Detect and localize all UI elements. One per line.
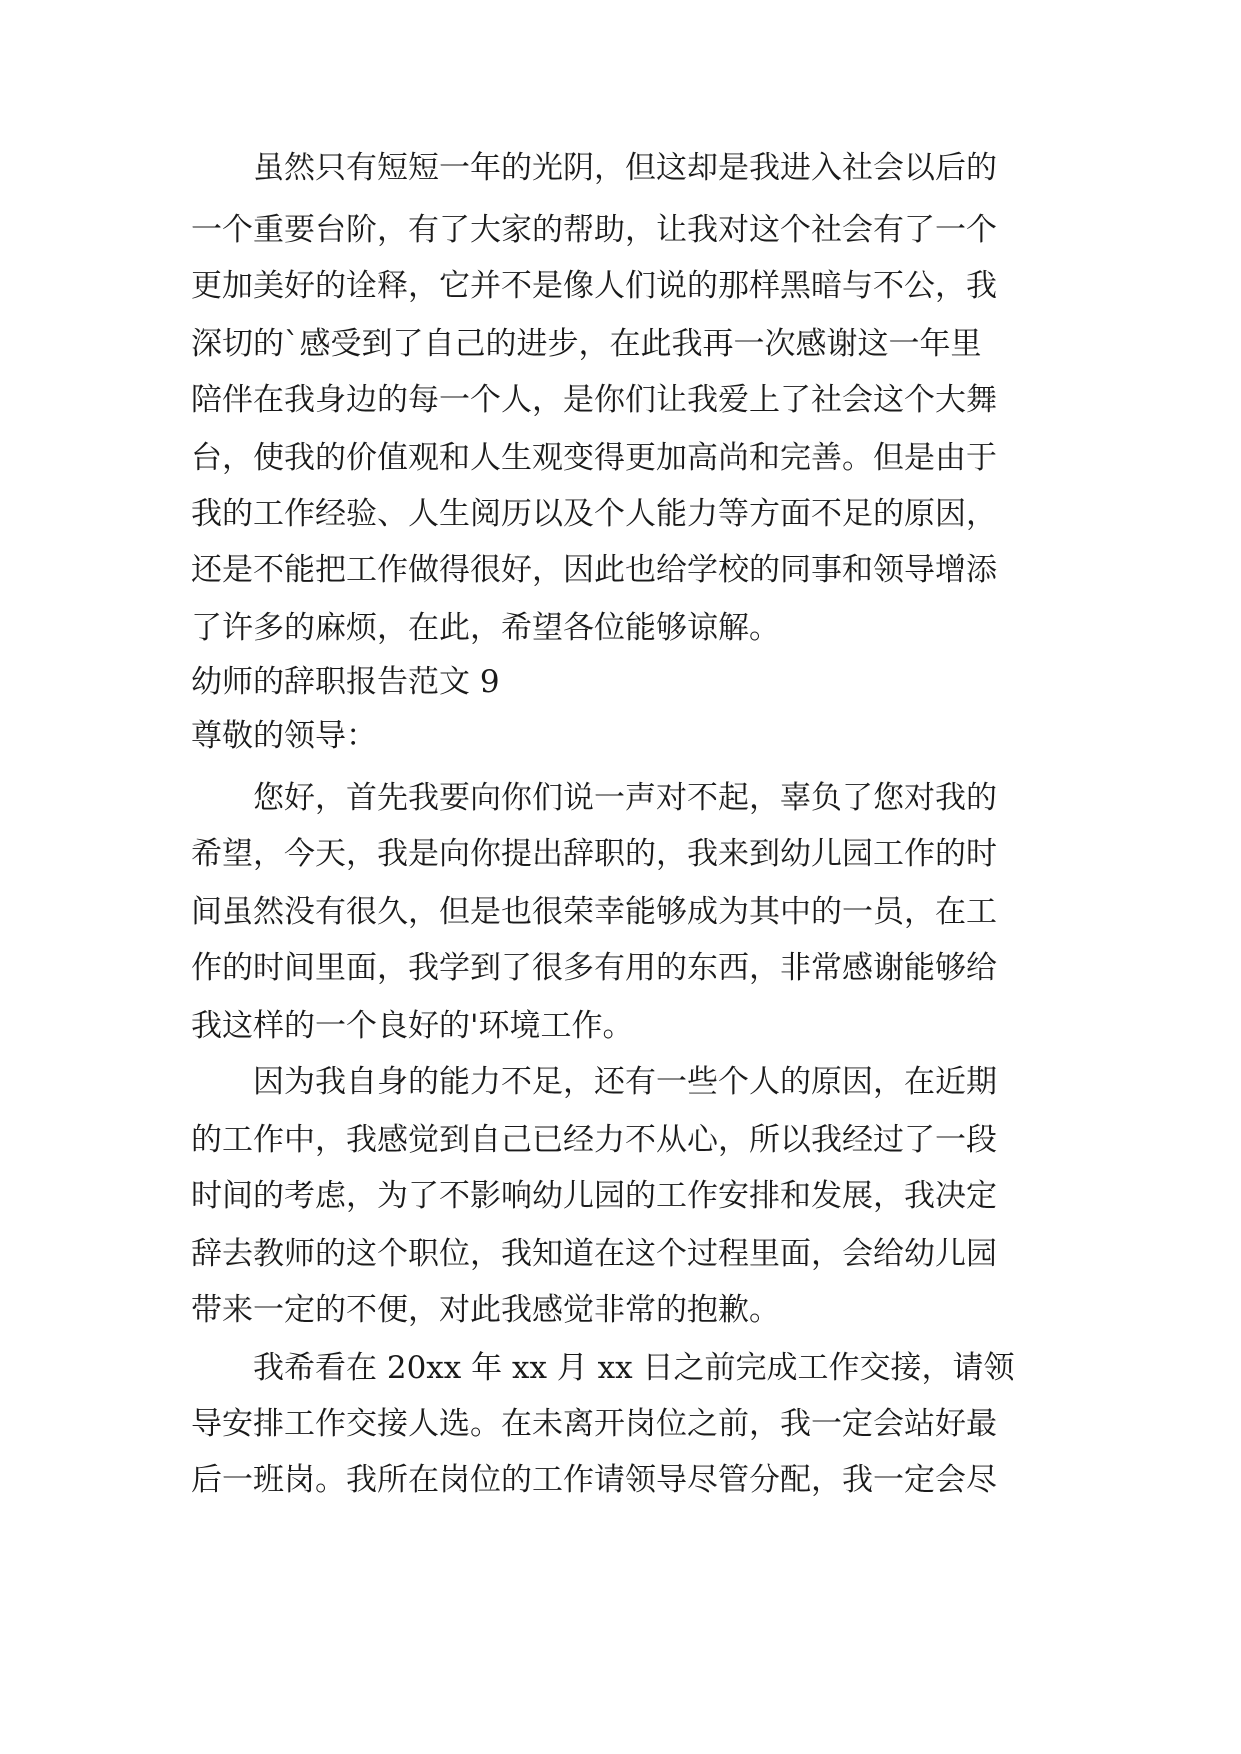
paragraph-line: 后一班岗。我所在岗位的工作请领导尽管分配，我一定会尽 (191, 1462, 997, 1498)
paragraph-line: 带来一定的不便，对此我感觉非常的抱歉。 (191, 1292, 780, 1328)
paragraph-line: 我希看在 20xx 年 xx 月 xx 日之前完成工作交接，请领 (253, 1350, 1015, 1386)
section-heading: 幼师的辞职报告范文 9 (191, 664, 500, 700)
paragraph-line: 一个重要台阶，有了大家的帮助，让我对这个社会有了一个 (191, 212, 997, 248)
paragraph-line: 台，使我的价值观和人生观变得更加高尚和完善。但是由于 (191, 440, 997, 476)
paragraph-line: 我的工作经验、人生阅历以及个人能力等方面不足的原因， (191, 496, 997, 532)
paragraph-line: 深切的`感受到了自己的进步，在此我再一次感谢这一年里 (191, 326, 982, 362)
paragraph-line: 陪伴在我身边的每一个人，是你们让我爱上了社会这个大舞 (191, 382, 997, 418)
paragraph-line: 更加美好的诠释，它并不是像人们说的那样黑暗与不公，我 (191, 268, 997, 304)
paragraph-line: 了许多的麻烦，在此，希望各位能够谅解。 (191, 610, 780, 646)
paragraph-line: 间虽然没有很久，但是也很荣幸能够成为其中的一员，在工 (191, 894, 997, 930)
paragraph-line: 还是不能把工作做得很好，因此也给学校的同事和领导增添 (191, 552, 997, 588)
paragraph-line: 辞去教师的这个职位，我知道在这个过程里面，会给幼儿园 (191, 1236, 997, 1272)
paragraph-line: 您好，首先我要向你们说一声对不起，辜负了您对我的 (253, 780, 997, 816)
paragraph-line: 时间的考虑，为了不影响幼儿园的工作安排和发展，我决定 (191, 1178, 997, 1214)
paragraph-line: 作的时间里面，我学到了很多有用的东西，非常感谢能够给 (191, 950, 997, 986)
salutation: 尊敬的领导： (191, 718, 377, 754)
paragraph-line: 导安排工作交接人选。在未离开岗位之前，我一定会站好最 (191, 1406, 997, 1442)
paragraph-line: 希望，今天，我是向你提出辞职的，我来到幼儿园工作的时 (191, 836, 997, 872)
paragraph-line: 因为我自身的能力不足，还有一些个人的原因，在近期 (253, 1064, 997, 1100)
paragraph-line: 的工作中，我感觉到自己已经力不从心，所以我经过了一段 (191, 1122, 997, 1158)
paragraph-line: 我这样的一个良好的'环境工作。 (191, 1008, 634, 1044)
paragraph-line: 虽然只有短短一年的光阴，但这却是我进入社会以后的 (253, 150, 997, 186)
